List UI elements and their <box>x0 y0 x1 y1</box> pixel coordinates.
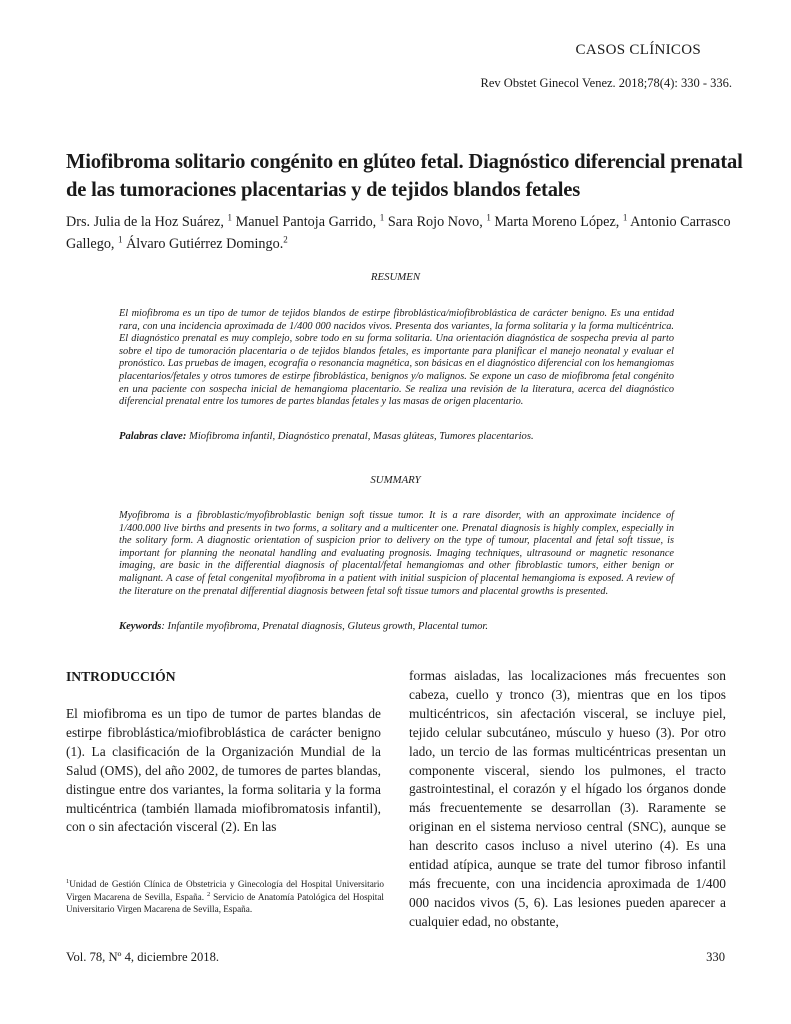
footer-volume: Vol. 78, Nº 4, diciembre 2018. <box>66 950 220 964</box>
author-name: Marta Moreno López, <box>490 214 623 230</box>
affiliation-marker: 2 <box>283 234 288 245</box>
author-name: Sara Rojo Novo, <box>384 214 487 230</box>
footnote-text: Unidad de Gestión Clínica de Obstetricia y Ginecología del Hospital Universitario Virgen Macarena de Sevilla, España. <box>66 879 384 902</box>
author-name: Manuel Pantoja Garrido, <box>232 214 380 230</box>
keywords-list: : Infantile myofibroma, Prenatal diagnosis, Gluteus growth, Placental tumor. <box>161 621 488 632</box>
affiliation-marker: 1 <box>227 212 233 223</box>
summary-heading: SUMMARY <box>370 474 421 486</box>
footnote-marker: 1 <box>66 877 70 885</box>
page-number: 330 <box>706 950 725 964</box>
affiliation-marker: 1 <box>622 212 628 223</box>
affiliation-marker: 1 <box>118 234 123 245</box>
resumen-keywords <box>119 431 674 442</box>
introduction-heading: INTRODUCCIÓN <box>66 669 176 684</box>
summary-keywords <box>119 621 674 632</box>
article-title: Miofibroma solitario congénito en glúteo fetal. Diagnóstico diferencial prenatal de las tumoraciones placentarias y de tejidos blandos fetales <box>66 151 743 201</box>
keywords-list: Miofibroma infantil, Diagnóstico prenatal, Masas glúteas, Tumores placentarios. <box>186 431 534 442</box>
affiliation-marker: 1 <box>486 212 491 223</box>
summary-abstract: Myofibroma is a fibroblastic/myofibroblastic benign soft tissue tumor. It is a rare disorder, with an approximate incidence of 1/400.000 live births and presents in two forms, a solitary and a multicenter one. Prenatal diagnosis is highly complex, especially in the solitary form. A diagnostic orientation of suspicion prior to delivery on the type of tumour, placental and fetal soft tissue, is important for planning the neonatal handling and evaluating prognosis. Imaging techniques, ultrasound or magnetic resonance imaging, are basic in the differential diagnosis of placental/fetal hemangiomas and other fibroblastic tumors, either benign or malignant. A case of fetal congenital myofibroma in a patient with initial suspicion of placental hemangioma is exposed. A review of the literature on the prenatal differential diagnosis between fetal soft tissue tumors and placental growths is presented. <box>119 510 674 597</box>
affiliation-footnote <box>66 878 384 916</box>
journal-citation: Rev Obstet Ginecol Venez. 2018;78(4): 330 - 336. <box>480 76 732 90</box>
author-name: Álvaro Gutiérrez Domingo. <box>122 236 284 252</box>
keywords-label: Keywords <box>119 621 162 632</box>
author-name: Antonio Carrasco Gallego, <box>66 214 731 252</box>
resumen-heading: RESUMEN <box>370 271 421 283</box>
resumen-abstract: El miofibroma es un tipo de tumor de tejidos blandos de estirpe fibroblástica/miofibroblástica de carácter benigno. Es una entidad rara, con una incidencia aproximada de 1/400 000 nacidos vivos. Presenta dos variantes, la forma solitaria y la forma multicéntrica. El diagnóstico prenatal es muy complejo, sobre todo en su forma solitaria. Una orientación diagnóstica de sospecha previa al parto sobre el tipo de tumoración placentaria o de tejidos blandos fetales, es importante para planificar el manejo neonatal y evaluar el pronóstico. Las pruebas de imagen, ecografía o resonancia magnética, son básicas en el diagnóstico diferencial con los hemangiomas placentarios/fetales y otros tumores de estirpe fibroblástica, benignos y/o malignos. Se expone un caso de miofibroma fetal congénito en una paciente con sospecha inicial de hemangioma placentario. Se realiza una revisión de la literatura, acerca del diagnóstico diferencial prenatal entre los tumores de partes blandas fetales y las masas de origen placentario. <box>119 308 674 408</box>
author-name: Drs. Julia de la Hoz Suárez, <box>66 214 228 230</box>
footnote-text: Servicio de Anatomía Patológica del Hospital Universitario Virgen Macarena de Sevilla, España. <box>66 891 384 915</box>
affiliation-marker: 1 <box>379 212 385 223</box>
introduction-right-column: formas aisladas, las localizaciones más frecuentes son cabeza, cuello y tronco (3), mientras que en los tipos multicéntricos, sin afectación visceral, se incluye piel, tejido celular subcutáneo, músculo y hueso (3). Por otro lado, un tercio de las formas multicéntricas presentan un componente visceral, siendo los pulmones, el tracto gastrointestinal, el corazón y el hígado los órganos donde más frecuentemente se desarrollan (3). Raramente se originan en el sistema nervioso central (SNC), aunque se han descrito casos incluso a nivel uterino (4). Es una entidad atípica, aunque se trate del tumor fibroso infantil más frecuente, con una incidencia aproximada de 1/400 000 nacidos vivos (5, 6). Las lesiones pueden aparecer a cualquier edad, no obstante, <box>409 668 726 929</box>
introduction-left-column: El miofibroma es un tipo de tumor de partes blandas de estirpe fibroblástica/miofibroblástica de carácter benigno (1). La clasificación de la Organización Mundial de la Salud (OMS), del año 2002, de tumores de partes blandas, distingue entre dos variantes, la forma solitaria y la forma multicéntrica (también llamada miofibromatosis infantil), con o sin afectación visceral (2). En las <box>66 706 381 835</box>
author-list <box>66 211 746 255</box>
keywords-label: Palabras clave: <box>119 431 187 442</box>
footnote-marker: 2 <box>206 890 211 898</box>
section-label: CASOS CLÍNICOS <box>575 42 701 58</box>
